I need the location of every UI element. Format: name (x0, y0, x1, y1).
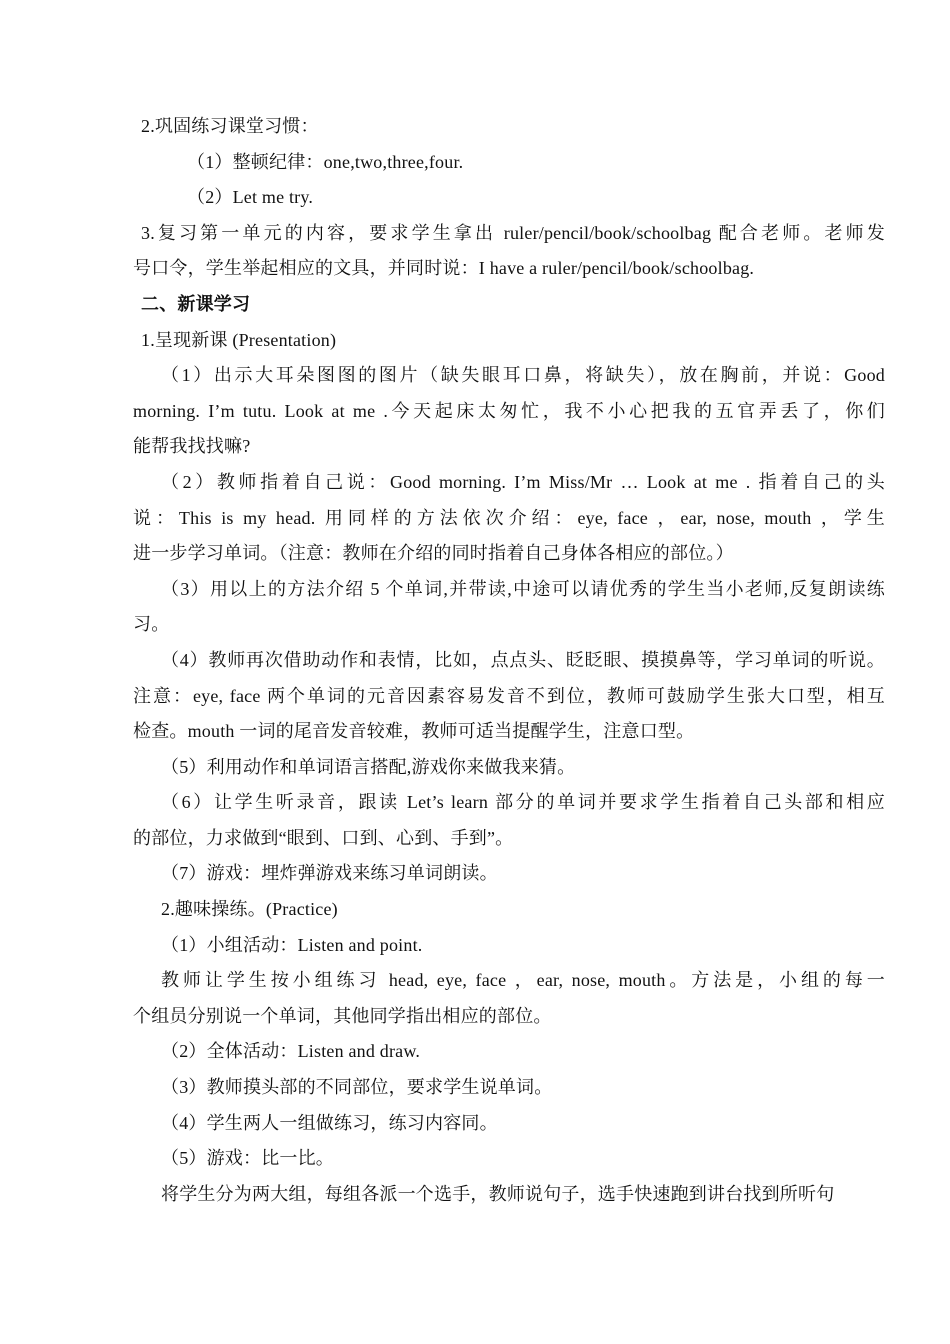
text-line: （7）游戏：埋炸弹游戏来练习单词朗读。 (161, 863, 498, 884)
text-line: （1）小组活动：Listen and point. (161, 934, 423, 955)
text-line: （1）整顿纪律：one,two,three,four. (187, 151, 464, 172)
text-line: 检查。mouth 一词的尾音发音较难，教师可适当提醒学生，注意口型。 (133, 721, 695, 742)
document-page (133, 109, 885, 1212)
text-line: （5）游戏：比一比。 (161, 1148, 334, 1169)
text-line: 二、新课学习 (141, 293, 251, 314)
text-line: （6）让学生听录音，跟读 Let’s learn 部分的单词并要求学生指着自己头部和相应 (161, 792, 885, 813)
text-line: （2）全体活动：Listen and draw. (161, 1041, 421, 1062)
text-line: morning. I’m tutu. Look at me .今天起床太匆忙，我不小心把我的五官弄丢了，你们 (133, 400, 885, 421)
text-line: （3）教师摸头部的不同部位，要求学生说单词。 (161, 1077, 553, 1098)
text-line: （4）学生两人一组做练习，练习内容同。 (161, 1112, 498, 1133)
text-line: 教师让学生按小组练习 head, eye, face ，ear, nose, mouth。方法是，小组的每一 (161, 970, 885, 991)
text-line: （1）出示大耳朵图图的图片（缺失眼耳口鼻，将缺失），放在胸前，并说：Good (161, 365, 885, 386)
text-line: 3.复习第一单元的内容，要求学生拿出 ruler/pencil/book/schoolbag 配合老师。老师发 (141, 222, 885, 243)
text-line: 号口令，学生举起相应的文具，并同时说：I have a ruler/pencil/book/schoolbag. (133, 258, 755, 279)
text-line: （2）Let me try. (187, 187, 314, 208)
text-line: （2）教师指着自己说：Good morning. I’m Miss/Mr … Look at me . 指着自己的头 (161, 471, 885, 492)
text-line: （3）用以上的方法介绍 5 个单词,并带读,中途可以请优秀的学生当小老师,反复朗读练 (161, 578, 885, 599)
text-line: 能帮我找找嘛? (133, 436, 251, 457)
text-line: 的部位，力求做到“眼到、口到、心到、手到”。 (133, 827, 514, 848)
text-line: 1.呈现新课 (Presentation) (141, 329, 337, 350)
text-line: 进一步学习单词。（注意：教师在介绍的同时指着自己身体各相应的部位。） (133, 543, 734, 564)
text-line: 习。 (133, 614, 170, 635)
text-line: 2.趣味操练。(Practice) (161, 899, 338, 920)
text-line: 个组员分别说一个单词，其他同学指出相应的部位。 (133, 1005, 552, 1026)
text-line: 将学生分为两大组，每组各派一个选手，教师说句子，选手快速跑到讲台找到所听句 (161, 1183, 835, 1204)
text-line: 2.巩固练习课堂习惯： (141, 116, 319, 136)
text-line: 注意：eye, face 两个单词的元音因素容易发音不到位，教师可鼓励学生张大口型，相互 (133, 685, 885, 706)
text-line: （5）利用动作和单词语言搭配,游戏你来做我来猜。 (161, 756, 576, 777)
text-line: （4）教师再次借助动作和表情，比如，点点头、眨眨眼、摸摸鼻等，学习单词的听说。 (161, 649, 885, 670)
text-line: 说：This is my head. 用同样的方法依次介绍：eye, face ，ear, nose, mouth ，学生 (133, 507, 885, 528)
